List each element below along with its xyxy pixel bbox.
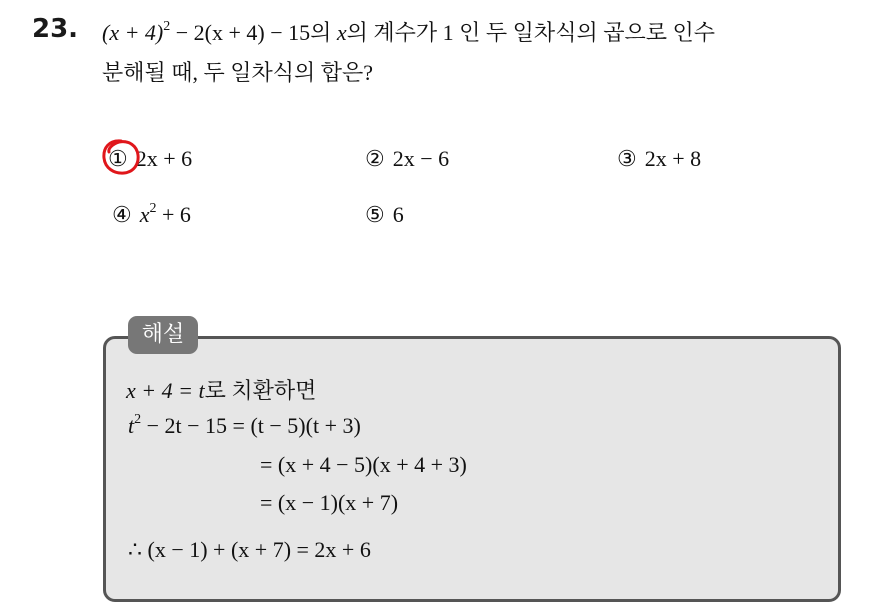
choice-4-mark: ④ [112, 202, 132, 227]
choice-3[interactable] [617, 146, 701, 172]
choice-1-mark: ① [108, 146, 128, 171]
selection-circle-icon [100, 137, 142, 177]
question-text-line1: $(x + 4)^2 - 2(x + 4) - 15$의 x의 계수가 1 인 두 일차식의 곱으로 인수 [102, 19, 715, 45]
choice-3-text: 2x + 8 [644, 146, 702, 171]
choice-3-mark: ③ [617, 146, 637, 171]
question-expression: $(x + 4)^2 - 2(x + 4) - 15$ [102, 19, 311, 45]
solution-tag: 해설 [128, 316, 198, 354]
choice-2-text: 2x − 6 [392, 146, 450, 171]
question-text-line2: 분해될 때, 두 일차식의 합은? [102, 60, 374, 85]
choice-5-mark: ⑤ [365, 202, 385, 227]
choice-4[interactable] [112, 202, 191, 228]
question-number: 23. [32, 14, 79, 44]
choice-1-text: 2x + 6 [135, 146, 193, 171]
solution-line-5: ∴ (x − 1) + (x + 7) = 2x + 6 [128, 537, 371, 562]
solution-line-3: = (x + 4 − 5)(x + 4 + 3) [260, 452, 467, 477]
choice-4-text: $x^2 + 6$ [139, 201, 191, 227]
choice-5-text: 6 [392, 202, 404, 227]
choice-2-mark: ② [365, 146, 385, 171]
solution-line-1: x + 4 = t로 치환하면 [126, 378, 317, 403]
choice-5[interactable] [365, 202, 404, 228]
solution-line-4: = (x − 1)(x + 7) [260, 490, 399, 515]
solution-line-2: $t^2 - 2t - 15 = (t - 5)(t + 3)$ [128, 412, 361, 438]
choice-2[interactable] [365, 146, 449, 172]
